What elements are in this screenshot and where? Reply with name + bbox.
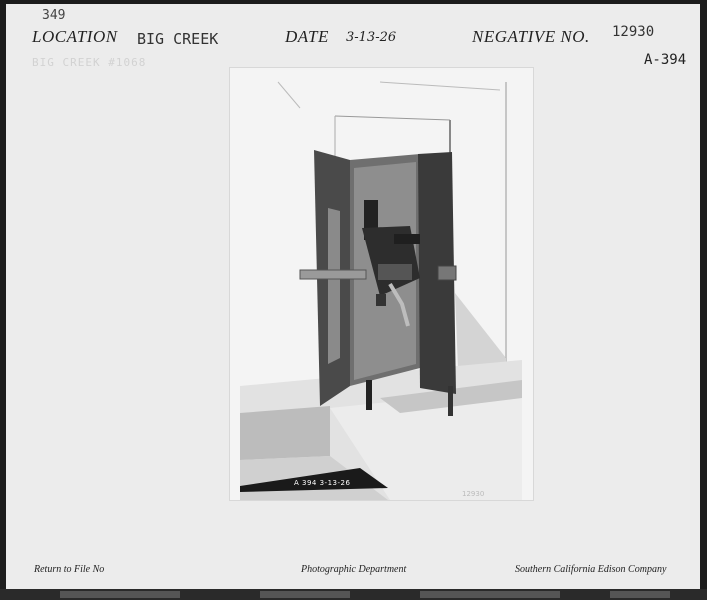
ghost-location-text: BIG CREEK #1068: [32, 56, 147, 69]
footer-photographic-department: Photographic Department: [301, 564, 407, 575]
date-value: 3-13-26: [346, 30, 397, 45]
photo-caption: A 394 3-13-26: [294, 479, 351, 487]
top-number: 349: [42, 8, 66, 23]
negative-sub-number: A-394: [644, 52, 687, 68]
photo-illustration: [230, 68, 533, 500]
location-value: BIG CREEK: [137, 30, 219, 48]
location-label: LOCATION: [32, 27, 118, 46]
negative-value: 12930: [612, 24, 655, 40]
photo-edge-number: 12930: [462, 490, 485, 498]
negative-label: NEGATIVE NO.: [472, 27, 590, 46]
mounted-photograph: [230, 68, 533, 500]
footer-company-name: Southern California Edison Company: [515, 564, 667, 575]
date-label: DATE: [285, 27, 329, 46]
film-edge-strip: [0, 589, 707, 600]
footer-return-to-file: Return to File No: [34, 564, 105, 575]
